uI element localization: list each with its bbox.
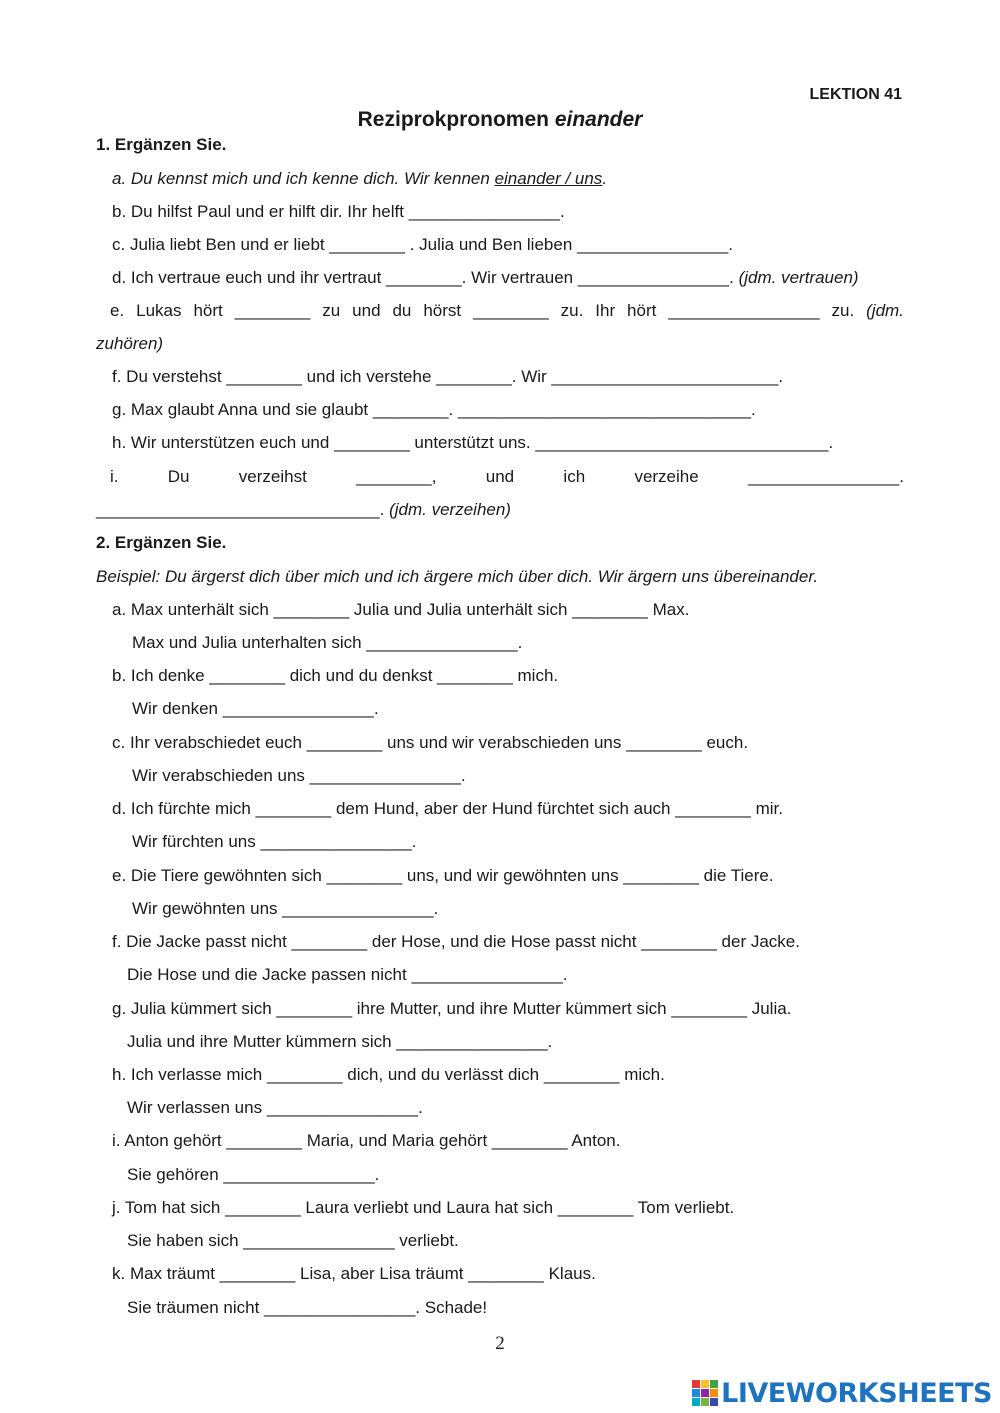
e-word: hörst xyxy=(423,301,462,320)
exercise2-item-i-line1: i. Anton gehört ________ Maria, und Maria gehört ________ Anton. xyxy=(112,1131,621,1150)
title-main: Reziprokpronomen xyxy=(357,108,555,131)
exercise2-item-g-line2: Julia und ihre Mutter kümmern sich ________________. xyxy=(127,1032,553,1051)
page-title xyxy=(0,108,1000,132)
liveworksheets-logo xyxy=(692,1378,992,1408)
logo-square xyxy=(710,1389,718,1397)
e-word: zu xyxy=(322,301,341,320)
exercise2-item-f-line2: Die Hose und die Jacke passen nicht ________________. xyxy=(127,965,568,984)
e-word: ________ xyxy=(473,301,549,320)
e-word: Lukas xyxy=(136,301,182,320)
page-number: 2 xyxy=(495,1333,505,1354)
exercise2-item-k-line1: k. Max träumt ________ Lisa, aber Lisa träumt ________ Klaus. xyxy=(112,1264,596,1283)
exercise2-item-b-line1: b. Ich denke ________ dich und du denkst ________ mich. xyxy=(112,666,559,685)
i-word: Du xyxy=(167,467,190,486)
exercise1-item-b: b. Du hilfst Paul und er hilft dir. Ihr helft ________________. xyxy=(112,202,565,221)
exercise2-item-f-line1: f. Die Jacke passt nicht ________ der Hose, und die Hose passt nicht ________ der Jacke. xyxy=(112,932,800,951)
exercise2-item-c-line1: c. Ihr verabschiedet euch ________ uns und wir verabschieden uns ________ euch. xyxy=(112,733,749,752)
exercise1-item-e xyxy=(110,301,904,321)
item-d-hint: (jdm. vertrauen) xyxy=(738,268,859,287)
e-word: zu. xyxy=(560,301,584,320)
section2-example: Beispiel: Du ärgerst dich über mich und ich ärgere mich über dich. Wir ärgern uns übereinander. xyxy=(96,567,819,586)
exercise1-item-f: f. Du verstehst ________ und ich verstehe ________. Wir ________________________. xyxy=(112,367,784,386)
i-word: verzeihe xyxy=(634,467,699,486)
logo-grid-icon xyxy=(692,1380,718,1406)
e-word: hört xyxy=(193,301,223,320)
e-word: du xyxy=(392,301,412,320)
exercise1-item-e-hint: zuhören) xyxy=(96,334,164,353)
exercise2-item-e-line1: e. Die Tiere gewöhnten sich ________ uns, und wir gewöhnten uns ________ die Tiere. xyxy=(112,866,774,885)
i-word: i. xyxy=(110,467,119,486)
e-word: ________ xyxy=(234,301,311,320)
item-a-text: a. Du kennst mich und ich kenne dich. Wir kennen xyxy=(112,169,495,188)
exercise1-item-i-line2 xyxy=(96,500,511,520)
exercise2-item-h-line1: h. Ich verlasse mich ________ dich, und du verlässt dich ________ mich. xyxy=(112,1065,665,1084)
item-a-answer: einander / uns xyxy=(494,169,603,188)
e-word: und xyxy=(352,301,381,320)
exercise2-item-h-line2: Wir verlassen uns ________________. xyxy=(127,1098,423,1117)
exercise2-item-b-line2: Wir denken ________________. xyxy=(132,699,379,718)
logo-square xyxy=(701,1398,709,1406)
exercise1-item-i xyxy=(110,467,904,487)
section2-heading: 2. Ergänzen Sie. xyxy=(96,533,227,552)
exercise2-item-e-line2: Wir gewöhnten uns ________________. xyxy=(132,899,439,918)
e-word: zu. xyxy=(831,301,855,320)
logo-square xyxy=(710,1398,718,1406)
exercise2-item-g-line1: g. Julia kümmert sich ________ ihre Mutter, und ihre Mutter kümmert sich ________ Julia. xyxy=(112,999,792,1018)
exercise2-item-a-line1: a. Max unterhält sich ________ Julia und Julia unterhält sich ________ Max. xyxy=(112,600,690,619)
exercise2-item-j-line2: Sie haben sich ________________ verliebt. xyxy=(127,1231,459,1250)
item-d-text: d. Ich vertraue euch und ihr vertraut ________. Wir vertrauen ________________. xyxy=(112,268,739,287)
exercise2-item-d-line1: d. Ich fürchte mich ________ dem Hund, aber der Hund fürchtet sich auch ________ mir. xyxy=(112,799,783,818)
exercise2-item-c-line2: Wir verabschieden uns ________________. xyxy=(132,766,466,785)
i-word: und xyxy=(485,467,515,486)
logo-square xyxy=(710,1380,718,1388)
exercise2-item-d-line2: Wir fürchten uns ________________. xyxy=(132,832,417,851)
logo-square xyxy=(692,1380,700,1388)
item-i-hint: (jdm. verzeihen) xyxy=(389,500,511,519)
logo-square xyxy=(701,1389,709,1397)
exercise2-item-i-line2: Sie gehören ________________. xyxy=(127,1165,380,1184)
exercise2-item-j-line1: j. Tom hat sich ________ Laura verliebt und Laura hat sich ________ Tom verliebt. xyxy=(112,1198,735,1217)
item-i-blank: ______________________________. xyxy=(96,500,390,519)
exercise1-item-h: h. Wir unterstützen euch und ________ unterstützt uns. _______________________________. xyxy=(112,433,834,452)
exercise1-item-g: g. Max glaubt Anna und sie glaubt ________. _______________________________. xyxy=(112,400,756,419)
i-word: verzeihst xyxy=(238,467,307,486)
e-hint: (jdm. xyxy=(866,301,904,320)
logo-square xyxy=(701,1380,709,1388)
logo-wordmark: LIVEWORKSHEETS xyxy=(721,1377,992,1409)
e-word: Ihr xyxy=(595,301,616,320)
title-italic: einander xyxy=(554,108,643,131)
logo-square xyxy=(692,1398,700,1406)
logo-square xyxy=(692,1389,700,1397)
exercise2-item-a-line2: Max und Julia unterhalten sich ________________. xyxy=(132,633,523,652)
exercise1-item-a xyxy=(112,169,607,189)
lesson-label: LEKTION 41 xyxy=(809,86,902,103)
i-word: ich xyxy=(563,467,586,486)
exercise2-item-k-line2: Sie träumen nicht ________________. Schade! xyxy=(127,1298,488,1317)
i-word: ________________. xyxy=(747,467,904,486)
exercise1-item-d xyxy=(112,268,859,288)
e-word: hört xyxy=(627,301,657,320)
item-a-end: . xyxy=(602,169,608,188)
section1-heading: 1. Ergänzen Sie. xyxy=(96,135,227,154)
exercise1-item-c: c. Julia liebt Ben und er liebt ________ . Julia und Ben lieben ________________. xyxy=(112,235,733,254)
e-word: ________________ xyxy=(668,301,820,320)
i-word: ________, xyxy=(356,467,437,486)
e-word: e. xyxy=(110,301,125,320)
